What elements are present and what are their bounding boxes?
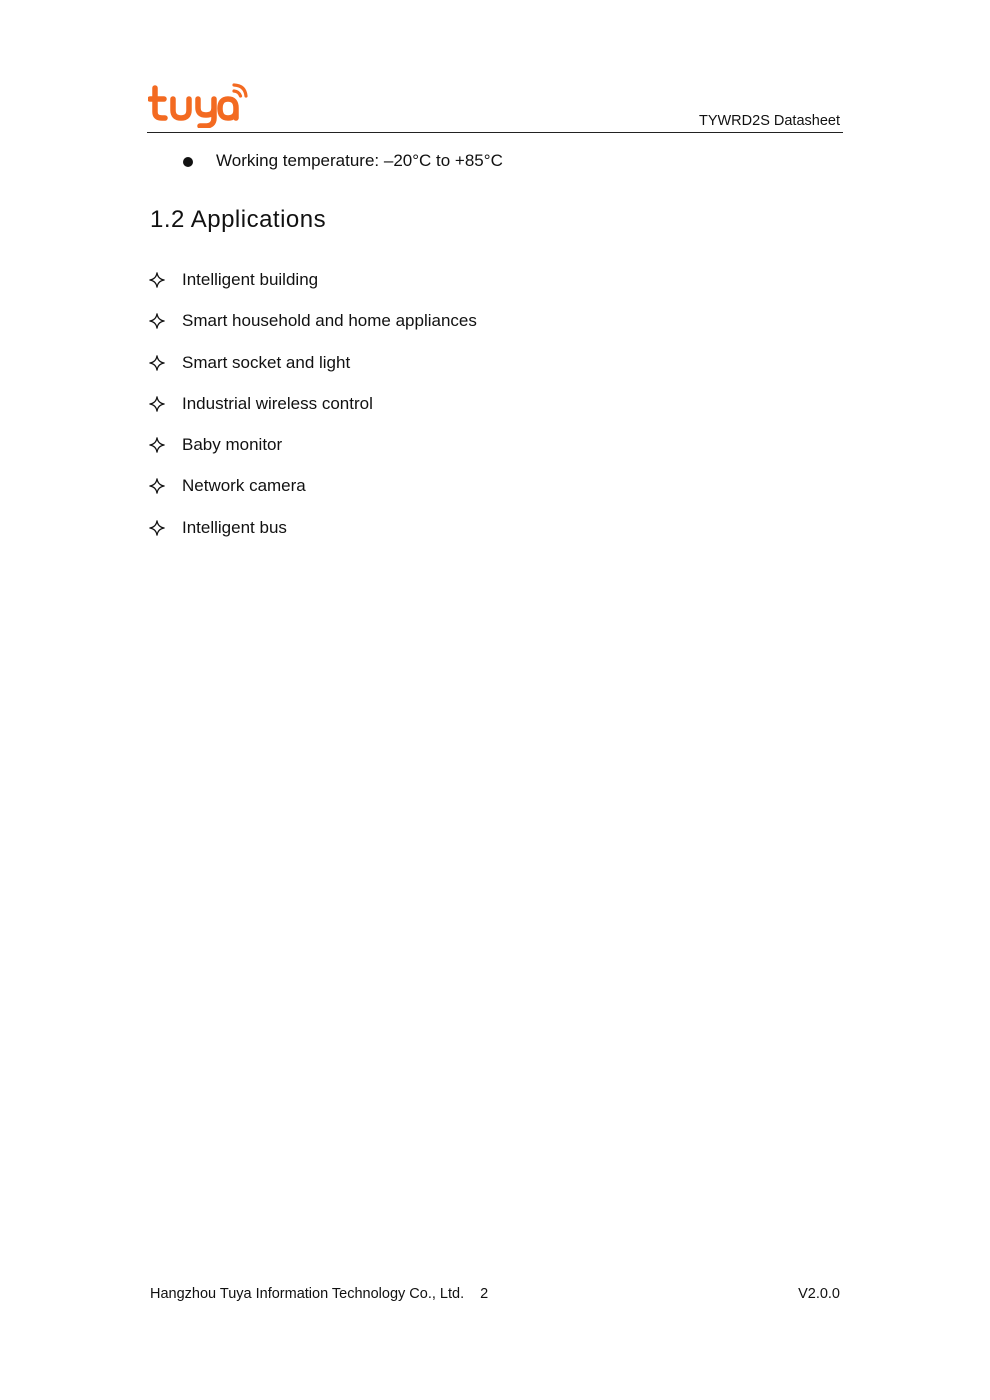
list-item-label: Industrial wireless control — [182, 393, 373, 413]
four-point-star-icon — [148, 436, 166, 454]
tuya-logo — [148, 82, 248, 128]
list-item — [148, 435, 477, 476]
list-item — [148, 311, 477, 352]
bullet-dot-icon — [183, 157, 193, 167]
four-point-star-icon — [148, 271, 166, 289]
four-point-star-icon — [148, 519, 166, 537]
list-item-label: Baby monitor — [182, 435, 283, 455]
applications-list — [148, 270, 477, 559]
document-version: V2.0.0 — [798, 1286, 840, 1302]
footer-company — [150, 1286, 488, 1302]
working-temperature-text: Working temperature: –20°C to +85°C — [216, 151, 503, 170]
page-number: 2 — [480, 1286, 489, 1302]
feature-bullet-item — [183, 151, 503, 171]
four-point-star-icon — [148, 395, 166, 413]
list-item — [148, 270, 477, 311]
list-item-label: Intelligent bus — [182, 517, 287, 537]
list-item — [148, 394, 477, 435]
section-title: 1.2 Applications — [150, 206, 327, 233]
four-point-star-icon — [148, 312, 166, 330]
list-item-label: Network camera — [182, 476, 306, 496]
list-item-label: Smart household and home appliances — [182, 311, 477, 331]
list-item-label: Intelligent building — [182, 270, 319, 289]
document-title: TYWRD2S Datasheet — [698, 113, 840, 129]
four-point-star-icon — [148, 354, 166, 372]
list-item — [148, 353, 477, 394]
list-item — [148, 518, 477, 559]
company-name: Hangzhou Tuya Information Technology Co., Ltd. — [150, 1286, 465, 1302]
list-item — [148, 476, 477, 517]
list-item-label: Smart socket and light — [182, 352, 351, 372]
header-divider — [147, 132, 843, 133]
four-point-star-icon — [148, 477, 166, 495]
